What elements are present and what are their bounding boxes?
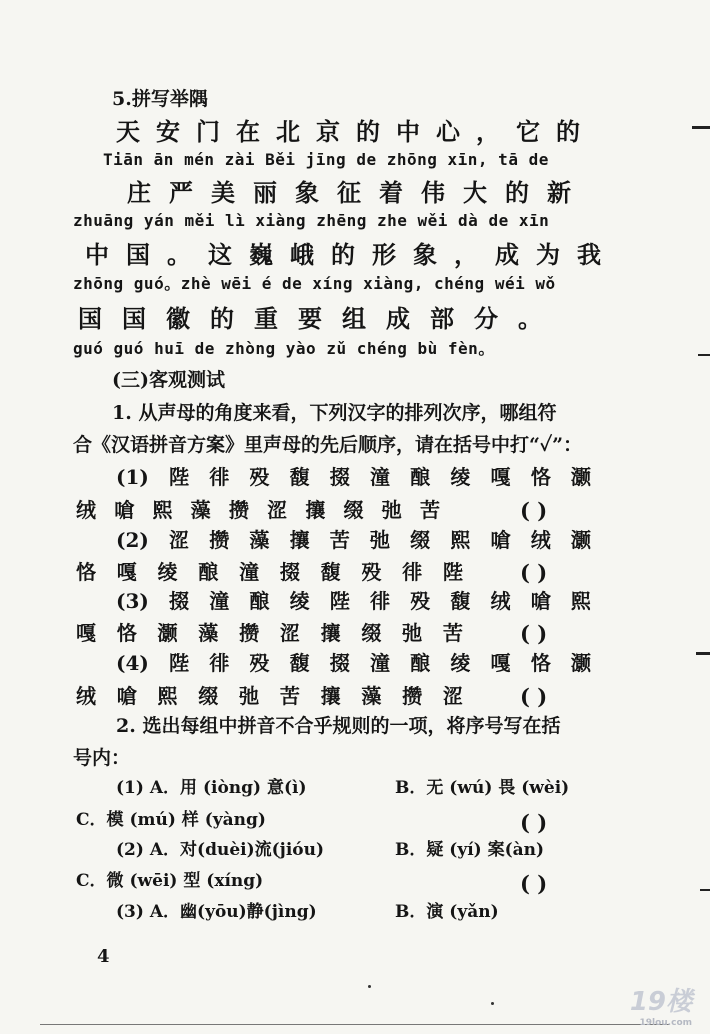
section-heading: 5.拼写举隅 [112, 88, 208, 110]
choice-c: C．模 (mú) 样 (yàng) [76, 810, 266, 830]
choice-b: B．无 (wú) 畏 (wèi) [395, 778, 570, 798]
question-text: 2. 选出每组中拼音不合乎规则的一项，将序号写在括 [116, 715, 561, 737]
choice-c: C．微 (wēi) 型 (xíng) [76, 871, 264, 891]
hanzi-line: 中国。这巍峨的形象，成为我 [85, 240, 618, 269]
answer-bracket[interactable]: ( ) [520, 871, 548, 896]
option-row: (4) 陛 徘 殁 馥 掇 潼 酿 绫 嘎 恪 灏 [116, 651, 591, 675]
choice-a: (2) A．对(duèi)流(jióu) [116, 840, 325, 860]
question-text: 1. 从声母的角度来看，下列汉字的排列次序，哪组符 [112, 402, 557, 424]
scan-mark [696, 652, 710, 655]
pinyin-line: Tiān ān mén zài Běi jīng de zhōng xīn, tā de [103, 150, 549, 169]
answer-bracket[interactable]: ( ) [520, 621, 548, 646]
choice-b: B．疑 (yí) 案(àn) [395, 840, 545, 860]
option-row: 绒 嗆 熙 藻 攒 涩 攘 缀 弛 苦 [76, 498, 440, 522]
option-row: 绒 嗆 熙 缀 弛 苦 攘 藻 攒 涩 [76, 684, 463, 708]
choice-b: B．演 (yǎn) [395, 902, 499, 922]
watermark: 19楼 19lou.com [629, 987, 692, 1028]
scan-mark [692, 126, 710, 129]
choice-a: (3) A．幽(yōu)静(jìng) [116, 902, 317, 922]
scan-speck [368, 985, 371, 988]
section-heading: (三)客观测试 [112, 369, 225, 391]
answer-bracket[interactable]: ( ) [520, 560, 548, 585]
hanzi-line: 天安门在北京的中心，它的 [116, 117, 596, 146]
option-row: (3) 掇 潼 酿 绫 陛 徘 殁 馥 绒 嗆 熙 [116, 589, 591, 613]
scan-mark [700, 889, 710, 891]
question-text: 合《汉语拼音方案》里声母的先后顺序，请在括号中打“✓”： [73, 434, 583, 456]
option-row: (2) 涩 攒 藻 攘 苦 弛 缀 熙 嗆 绒 灏 [116, 528, 591, 552]
hanzi-line: 国国徽的重要组成部分。 [78, 304, 562, 333]
option-row: 嘎 恪 灏 藻 攒 涩 攘 缀 弛 苦 [76, 621, 463, 645]
answer-bracket[interactable]: ( ) [520, 684, 548, 709]
hanzi-line: 庄严美丽象征着伟大的新 [127, 178, 589, 207]
pinyin-line: guó guó huī de zhòng yào zǔ chéng bù fèn。 [73, 339, 495, 358]
answer-bracket[interactable]: ( ) [520, 498, 548, 523]
scan-speck [491, 1002, 494, 1005]
option-row: (1) 陛 徘 殁 馥 掇 潼 酿 绫 嘎 恪 灏 [116, 465, 591, 489]
pinyin-line: zhuāng yán měi lì xiàng zhēng zhe wěi dà de xīn [73, 211, 550, 230]
question-text: 号内： [73, 747, 131, 769]
scan-mark [698, 354, 710, 356]
option-row: 恪 嘎 绫 酿 潼 掇 馥 殁 徘 陛 [76, 560, 463, 584]
pinyin-line: zhōng guó。zhè wēi é de xíng xiàng, chéng wéi wǒ [73, 274, 556, 293]
choice-a: (1) A．用 (iòng) 意(ì) [116, 778, 307, 798]
page-number: 4 [97, 946, 110, 967]
answer-bracket[interactable]: ( ) [520, 810, 548, 835]
page-bottom-edge [40, 1024, 670, 1025]
